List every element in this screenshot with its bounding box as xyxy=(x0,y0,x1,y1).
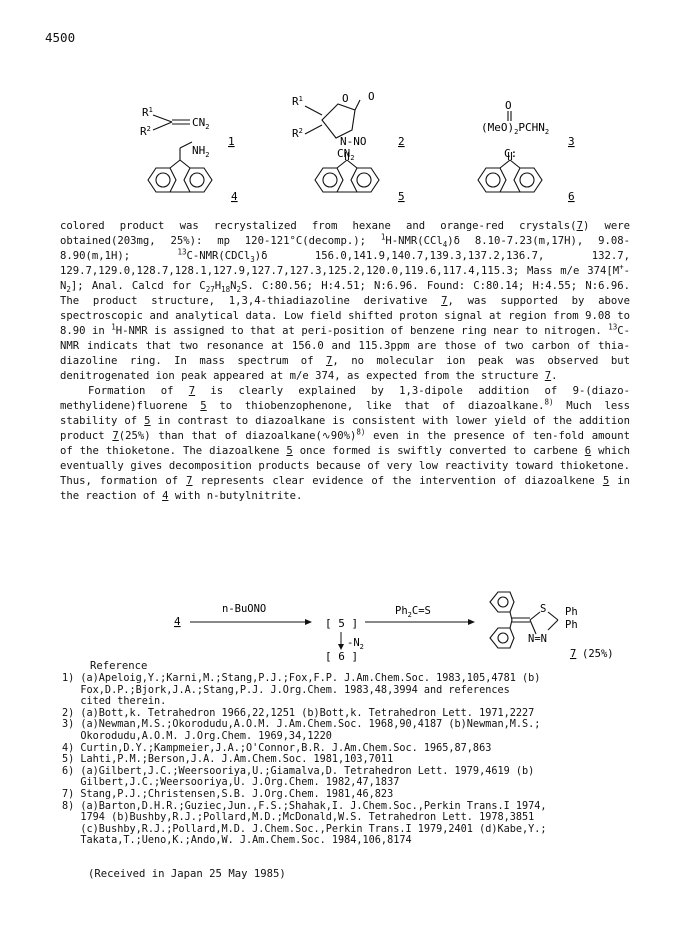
reference-line: 4) Curtin,D.Y.;Kampmeier,J.A.;O'Connor,B.R. J.Am.Chem.Soc. 1965,87,863 xyxy=(62,742,492,754)
s1-cn2: $CN_2$ xyxy=(192,116,210,131)
s4-nh2: $NH_2$ xyxy=(192,144,210,159)
p7-ph2: Ph xyxy=(565,619,578,631)
s2-r1: $R^1$ xyxy=(292,95,303,108)
reference-line: 1) (a)Apeloig,Y.;Karni,M.;Stang,P.J.;Fox,F.P. J.Am.Chem.Soc. 1983,105,4781 (b) xyxy=(62,673,541,684)
p7-ph1: Ph xyxy=(565,606,578,618)
page-number: 4500 xyxy=(45,30,76,45)
s3-formula: $(MeO)_2PCHN_2$ xyxy=(481,121,550,136)
reference-line: Takata,T.;Ueno,K.;Ando,W. J.Am.Chem.Soc. 1984,106,8174 xyxy=(62,835,412,847)
product-7-structure xyxy=(490,592,558,648)
paragraph-2: Formation of 7 is clearly explained by 1,3-dipole addition of 9-(diazo-methylidene)fluorene 5 to thiobenzophenone, like that of diazoalkane.$^{8)}$ Much less stability of 5 in contrast to diazoalkane is consistent with lower yield of the addition product 7(25%) than that of diazoalkane(∿90%)$^{8)}$ even in the presence of ten-fold amount of the thioketone. The diazoalkene 5 once formed is swiftly converted to carbene 6 which eventually gives decomposition products because of very low reactivity toward thioketone. Thus, formation of 7 represents clear evidence of the intervention of diazoalkene 5 in the reaction of 4 with n-butylnitrite. xyxy=(60,385,631,502)
reaction-scheme xyxy=(0,590,680,662)
s2-label: 2 xyxy=(398,135,405,148)
scheme-intermediate: [ 5 ] xyxy=(325,617,359,630)
s5-cn2: $CN_2$ xyxy=(337,147,355,162)
s4-label: 4 xyxy=(231,190,238,203)
reference-heading: Reference xyxy=(90,660,148,672)
p7-yield: (25%) xyxy=(582,648,614,660)
received-date: (Received in Japan 25 May 1985) xyxy=(88,868,286,880)
s1-r2: $R^2$ xyxy=(140,125,151,138)
s2-o2: O xyxy=(368,90,375,103)
scheme-reagent2: $Ph_2C=S$ xyxy=(395,605,431,619)
paragraph-1: colored product was recrystalized from hexane and orange-red crystals(7) were obtained(203mg, 25%): mp 120-121°C(decomp.); $^1$H-NMR(CCl$_4$)δ 8.10-7.23(m,17H), 9.08-8.90(m,1H); $^{13}$C-NMR(CDCl$_3$)δ 156.0,141.9,140.7,139.3,137.2,136.7, 132.7, 129.7,129.0,128.7,128.1,127.9,127.7,127.3,125.2,120.0,119.6,117.4,115.3; Mass m/e $374[M^+-N_2]$; Anal. Calcd for $C_{27}H_{18}N_2S$. C:80.56; H:4.51; N:6.96. Found: C:80.14; H:4.55; N:6.96. The product structure, 1,3,4-thiadiazoline derivative 7, was supported by above spectroscopic and analytical data. Low field shifted proton signal at region from 9.08 to 8.90 in $^1$H-NMR is assigned to that at peri-position of benzene ring near to nitrogen. $^{13}$C-NMR indicats that two resonance at 156.0 and 115.3ppm are those of two carbon of thia-diazoline ring. In mass spectrum of 7, no molecular ion peak was observed but denitrogenated ion peak appeared at m/e 374, as expected from the structure 7. xyxy=(60,220,630,382)
reference-line: 5) Lahti,P.M.;Berson,J.A. J.Am.Chem.Soc. 1981,103,7011 xyxy=(62,754,394,766)
reference-line: 7) Stang,P.J.;Christensen,S.B. J.Org.Chem. 1981,46,823 xyxy=(62,788,394,800)
s1-r1: $R^1$ xyxy=(142,106,153,119)
reference-line: Gilbert,J.C.;Weersooriya,U. J.Org.Chem. 1982,47,1837 xyxy=(62,777,400,789)
s2-o1: O xyxy=(342,92,349,105)
reference-list xyxy=(62,673,642,847)
body-text xyxy=(60,219,630,504)
s2-nno: N-NO xyxy=(340,135,367,148)
s6-label: 6 xyxy=(568,190,575,203)
reference-line: 8) (a)Barton,D.H.R.;Guziec,Jun.,F.S.;Shahak,I. J.Chem.Soc.,Perkin Trans.I 1974, xyxy=(62,800,547,812)
s3-o: O xyxy=(505,99,512,112)
structure-1 xyxy=(153,115,190,130)
scheme-carbene: [ 6 ] xyxy=(325,650,359,662)
s5-label: 5 xyxy=(398,190,405,203)
s2-r2: $R^2$ xyxy=(292,127,303,140)
reference-line: 6) (a)Gilbert,J.C.;Weersooriya,U.;Giamalva,D. Tetrahedron Lett. 1979,4619 (b) xyxy=(62,765,535,777)
s6-carbene: C: xyxy=(504,147,518,160)
reference-line: Okorodudu,A.O.M. J.Org.Chem. 1969,34,1220 xyxy=(62,730,332,742)
scheme-loss-n2: $-N_2$ xyxy=(347,637,364,651)
p7-nn: N=N xyxy=(528,633,547,645)
scheme-start: 4 xyxy=(174,615,181,628)
s1-label: 1 xyxy=(228,135,235,148)
reference-line: 3) (a)Newman,M.S.;Okorodudu,A.O.M. J.Am.Chem.Soc. 1968,90,4187 (b)Newman,M.S.; xyxy=(62,719,541,731)
scheme-reagent1: n-BuONO xyxy=(222,603,267,615)
structure-row xyxy=(0,0,680,215)
structure-3 xyxy=(508,111,511,121)
reference-line: cited therein. xyxy=(62,696,167,708)
structure-2 xyxy=(305,100,360,138)
p7-label: 7 xyxy=(570,648,577,660)
p7-s: S xyxy=(540,603,547,615)
reference-line: 2) (a)Bott,k. Tetrahedron 1966,22,1251 (b)Bott,k. Tetrahedron Lett. 1971,2227 xyxy=(62,707,535,719)
reference-line: (c)Bushby,R.J.;Pollard,M.D. J.Chem.Soc.,Perkin Trans.I 1979,2401 (d)Kabe,Y.; xyxy=(62,823,547,835)
s3-label: 3 xyxy=(568,135,575,148)
reference-line: Fox,D.P.;Bjork,J.A.;Stang,P.J. J.Org.Chem. 1983,48,3994 and references xyxy=(62,684,510,696)
reference-line: 1794 (b)Bushby,R.J.;Pollard,M.D.;McDonald,W.S. Tetrahedron Lett. 1978,3851 xyxy=(62,812,535,824)
